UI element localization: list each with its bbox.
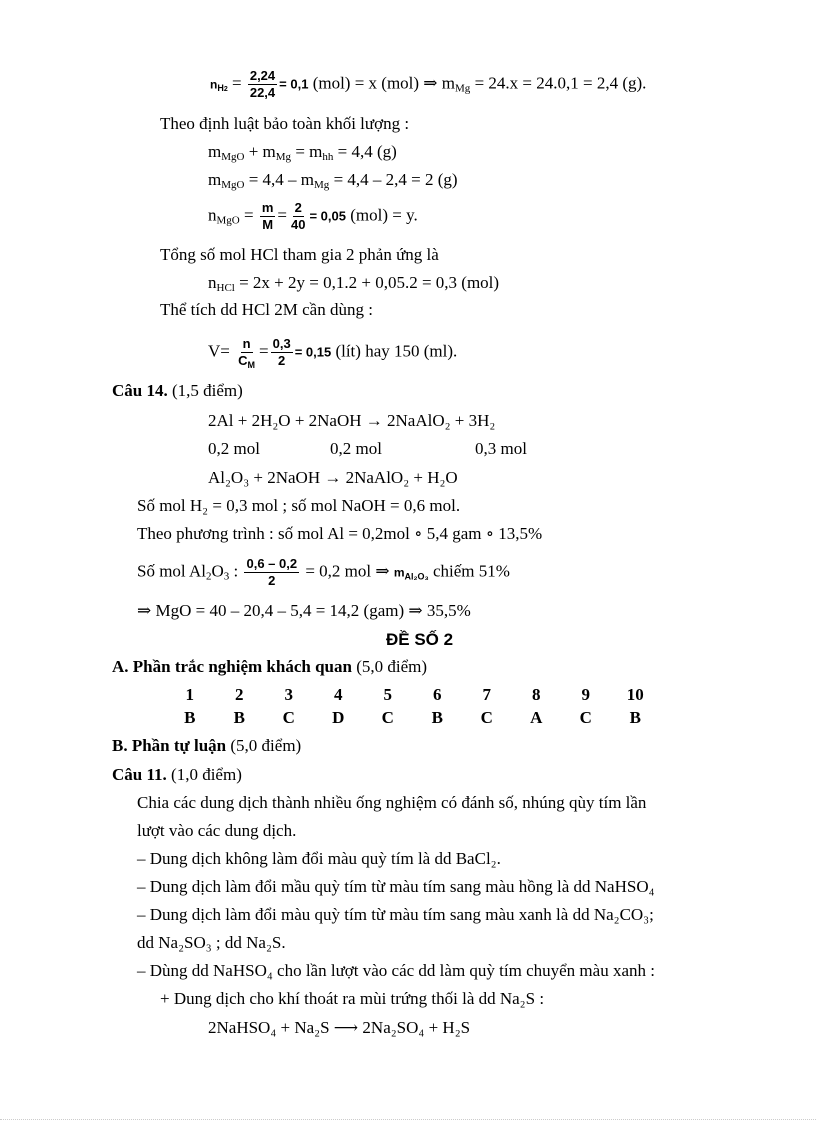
equation-n-hcl: $n_{HCl} = 2x + 2y = 0,1.2 + 0,05.2 = 0,3$ (mol) [208,273,500,294]
paragraph-line: – Dung dịch làm đổi màu quỳ tím từ màu tím sang màu xanh là dd Na₂CO₃; [137,905,654,924]
equation-n-h2: $n_{H2}$ = $\frac{2,24}{22,4}$ = 0,1 (mol) = x (mol) ⇒ $m_{Mg} = 24.x = 24.0,1 = 2,4$ (g). [210,68,647,100]
answer-number: 10 [626,685,644,704]
mol-naoh: 0,2 mol [330,439,382,458]
text-bao-toan: Theo định luật bảo toàn khối lượng : [160,114,410,133]
answer-number: 7 [482,685,491,704]
heading-de-so-2: ĐỀ SỐ 2 [386,630,454,649]
equation-m-mgo: $m_{MgO} = 4,4 - m_{Mg} = 4,4 - 2,4 = 2$ (g) [208,170,458,191]
reaction-al-naoh: 2Al + 2H₂O + 2NaOH → 2NaAlO₂ + 3H₂ [208,411,496,430]
answer-letter: C [480,708,493,727]
text-the-tich: Thể tích dd HCl 2M cần dùng : [160,300,373,319]
answer-letter: D [332,708,345,727]
paragraph-line: dd Na₂SO₃ ; dd Na₂S. [137,933,286,952]
answer-letter: C [381,708,394,727]
answer-letter: B [233,708,245,727]
paragraph-line: – Dùng dd NaHSO₄ cho lần lượt vào các dd làm quỳ tím chuyển màu xanh : [137,961,655,980]
heading-phan-a: A. Phần trắc nghiệm khách quan (5,0 điểm) [112,657,428,676]
page-edge [0,1119,816,1120]
answer-number: 8 [532,685,541,704]
mol-h2: 0,3 mol [475,439,527,458]
paragraph-line: lượt vào các dung dịch. [137,821,297,840]
answer-letter: A [530,708,543,727]
answer-letter: B [629,708,641,727]
answer-number: 4 [334,685,343,704]
answer-letter: C [579,708,592,727]
answer-number: 2 [235,685,244,704]
answer-letter: B [431,708,443,727]
equation-n-mgo: $n_{MgO}$ = $\frac{m}{M}$ = $\frac{2}{40}$ = 0,05 (mol) = y. [208,200,418,232]
heading-phan-b: B. Phần tự luận (5,0 điểm) [112,736,302,755]
heading-cau-14: Câu 14. (1,5 điểm) [112,381,243,400]
equation-al2o3: Số mol $Al_2O_3$ : $\frac{0,6 - 0,2}{2}$ = 0,2 mol ⇒ $m_{Al_2O_3}$ chiếm 51% [137,556,510,588]
answer-letter: B [184,708,196,727]
text-tong-so-mol: Tổng số mol HCl tham gia 2 phản ứng là [160,245,439,264]
answer-letters-row [165,706,660,729]
answer-number: 5 [383,685,392,704]
paragraph-line: – Dung dịch làm đổi mầu quỳ tím từ màu tím sang màu hồng là dd NaHSO₄ [137,877,655,896]
heading-cau-11: Câu 11. (1,0 điểm) [112,765,242,784]
fraction-224-224: $\frac{2,24}{22,4}$ [249,68,276,100]
answer-number: 1 [185,685,194,704]
text-so-mol-h2: Số mol H₂ = 0,3 mol ; số mol NaOH = 0,6 mol. [137,496,461,515]
answer-letter: C [282,708,295,727]
reaction-nahso4-na2s: 2NaHSO₄ + Na₂S ⟶ 2Na₂SO₄ + H₂S [208,1018,471,1037]
text-mgo: ⇒ MgO = 40 – 20,4 – 5,4 = 14,2 (gam) ⇒ 35,5% [137,601,471,620]
answer-table [165,683,660,729]
answer-numbers-row [165,683,660,706]
paragraph-line: – Dung dịch không làm đổi màu quỳ tím là dd BaCl₂. [137,849,501,868]
reaction-al2o3-naoh: Al₂O₃ + 2NaOH → 2NaAlO₂ + H₂O [208,468,458,487]
text-theo-phuong-trinh: Theo phương trình : số mol Al = 0,2mol ∘ 5,4 gam ∘ 13,5% [137,524,543,543]
answer-number: 9 [581,685,590,704]
equation-mass-sum: $m_{MgO} + m_{Mg} = m_{hh} = 4,4$ (g) [208,142,397,163]
paragraph-line: Chia các dung dịch thành nhiều ống nghiệm có đánh số, nhúng qùy tím lần [137,793,647,812]
equation-volume: V= $\frac{n}{C_M}$ = $\frac{0,3}{2}$ = 0,15 (lít) hay 150 (ml). [208,336,458,370]
paragraph-line: + Dung dịch cho khí thoát ra mùi trứng thối là dd Na₂S : [160,989,545,1008]
answer-number: 3 [284,685,293,704]
answer-number: 6 [433,685,442,704]
mol-al: 0,2 mol [208,439,260,458]
